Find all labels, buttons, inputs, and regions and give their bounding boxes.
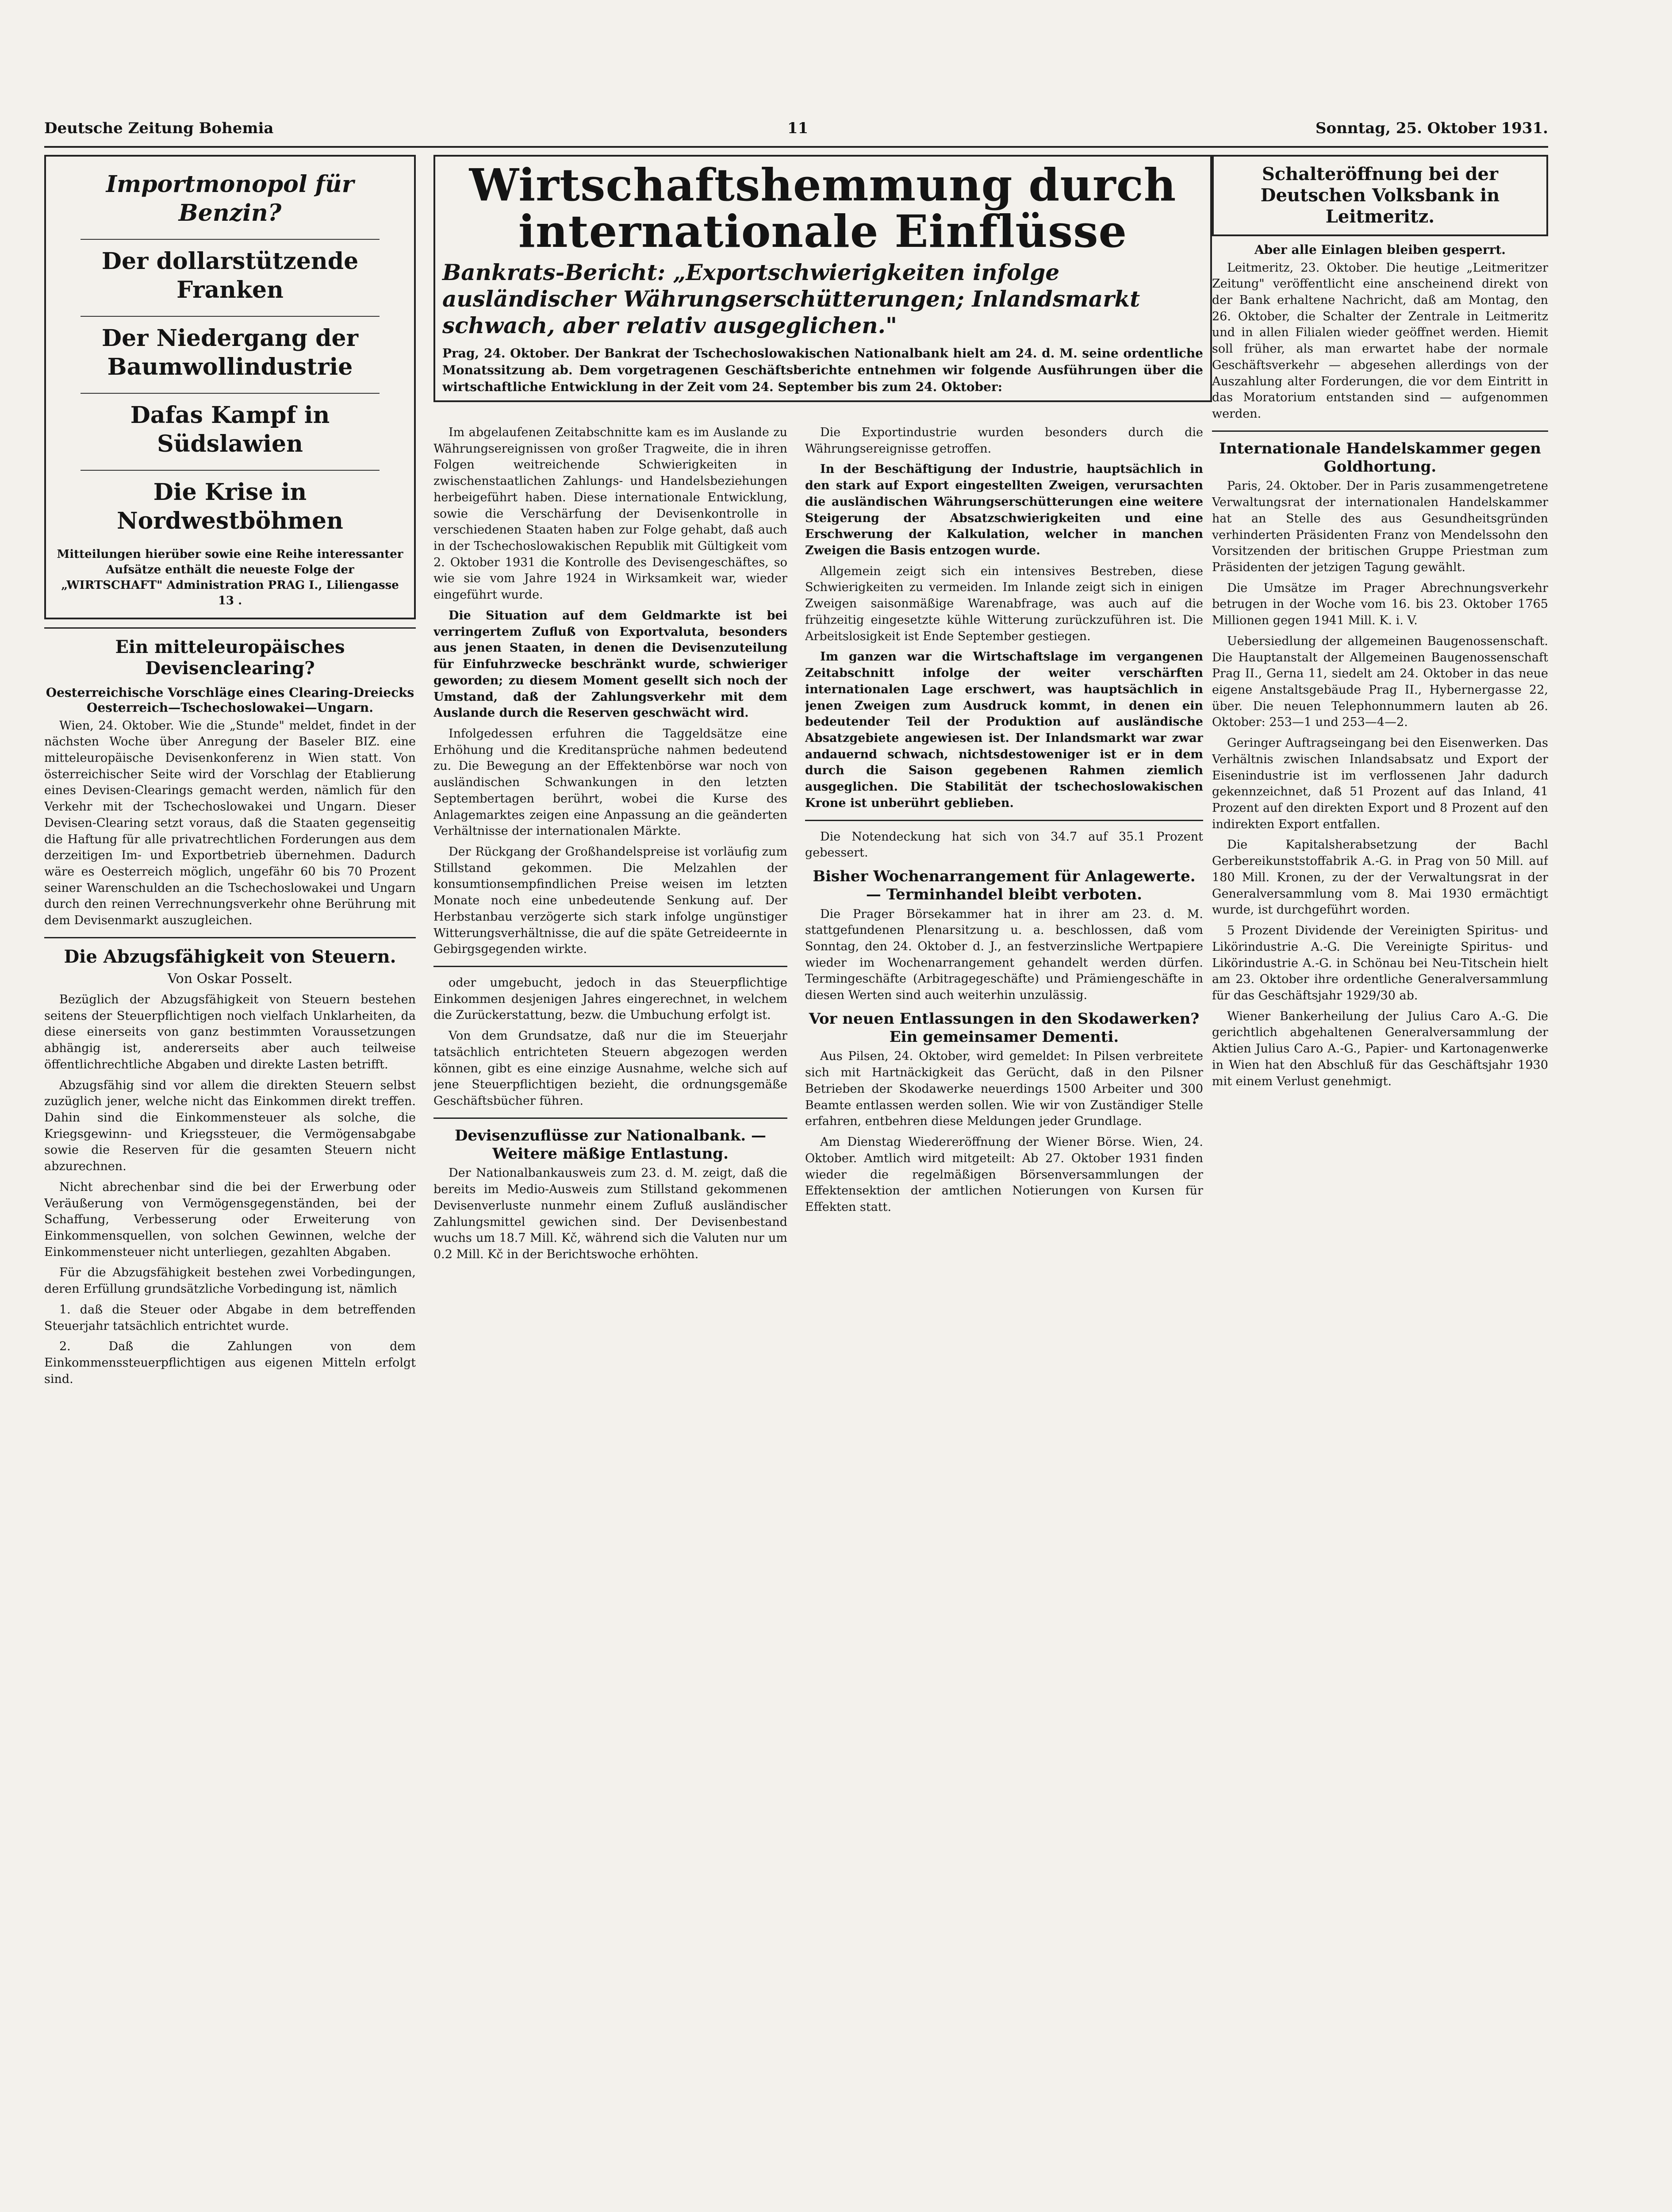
advertisement-box — [44, 155, 416, 619]
paragraph: Leitmeritz, 23. Oktober. Die heutige „Leitmeritzer Zeitung" veröffentlicht eine anscheinend direkt von der Bank erhaltene Nachricht, daß am Montag, den 26. Oktober, die Schalter der Zentrale in Leitmeritz und in allen Filialen wieder geöffnet werden. Hiemit soll früher, als man erwartet habe der normale Geschäftsverkehr — abgesehen allerdings von der Auszahlung alter Forderungen, die vor dem Eintritt in das Moratorium entstanden sind — aufgenommen werden. — [1212, 261, 1548, 421]
column-2 — [433, 425, 787, 2212]
running-header — [44, 115, 1548, 148]
paragraph: Der Rückgang der Großhandelspreise ist vorläufig zum Stillstand gekommen. Die Melzahlen der konsumtionsempfindlichen Preise weisen im letzten Monate noch eine unbedeutende Senkung auf. Der Herbstanbau verzögerte sich stark infolge ungünstiger Witterungsverhältnisse, die auf die späte Getreideernte in Gebirgsgegenden wirkte. — [433, 845, 787, 956]
column-3 — [805, 425, 1203, 2212]
paragraph: Abzugsfähig sind vor allem die direkten Steuern selbst zuzüglich jener, welche nicht das Einkommen direkt treffen. Dahin sind die Einkommensteuer als solche, die Kriegsgewinn- und Kriegssteuer, die Vermögensabgabe sowie die Reserven für die gesamten Steuern nicht abzurechnen. — [44, 1078, 416, 1174]
column-1 — [44, 155, 416, 2212]
paragraph: Die Prager Börsekammer hat in ihrer am 23. d. M. stattgefundenen Plenarsitzung u. a. beschlossen, daß vom Sonntag, den 24. Oktober d. J., an festverzinsliche Wertpapiere wieder im Wochenarrangement gehandelt werden dürfen. Termingeschäfte (Arbitragegeschäfte) und Prämiengeschäfte in diesen Werten sind auch weiterhin unzulässig. — [805, 907, 1203, 1002]
article-subtitle-leitmeritz: Aber alle Einlagen bleiben gesperrt. — [1254, 242, 1506, 257]
paragraph: Im ganzen war die Wirtschaftslage im vergangenen Zeitabschnitt infolge der weiter verschärften internationalen Lage erschwert, was hauptsächlich in jenen Zweigen zum Ausdruck kommt, in denen ein bedeutender Teil der Produktion auf ausländische Absatzgebiete angewiesen ist. Der Inlandsmarkt war zwar andauernd schwach, nichtsdestoweniger ist er in dem durch die Saison gegebenen Rahmen ziemlich ausgeglichen. Die Stabilität der tschechoslowakischen Krone ist unberührt geblieben. — [805, 650, 1203, 810]
paragraph: 5 Prozent Dividende der Vereinigten Spiritus- und Likörindustrie A.-G. Die Vereinigte Spiritus- und Likörindustrie A.-G. in Schönau bei Neu-Titschein hielt am 23. Oktober ihre ordentliche Generalversammlung für das Geschäftsjahr 1929/30 ab. — [1212, 924, 1548, 1002]
ad-headline-4: Dafas Kampf in Südslawien — [130, 402, 330, 457]
issue-date: Sonntag, 25. Oktober 1931. — [1315, 119, 1548, 137]
paragraph: Für die Abzugsfähigkeit bestehen zwei Vorbedingungen, deren Erfüllung grundsätzliche Vorbedingung ist, nämlich — [44, 1266, 416, 1296]
paragraph: Bezüglich der Abzugsfähigkeit von Steuern bestehen seitens der Steuerpflichtigen noch vielfach Unklarheiten, da diese einerseits von ganz bestimmten Voraussetzungen abhängig ist, andererseits aber auch teilweise öffentlichrechtliche Abgaben und direkte Lasten betrifft. — [44, 992, 416, 1071]
paragraph: Geringer Auftragseingang bei den Eisenwerken. Das Verhältnis zwischen Inlandsabsatz und Export der Eisenindustrie ist im verflossenen Jahr dadurch gekennzeichnet, daß 51 Prozent auf das Inland, 41 Prozent auf den direkten Export und 8 Prozent auf den indirekten Export entfallen. — [1212, 736, 1548, 831]
paragraph: In der Beschäftigung der Industrie, hauptsächlich in den stark auf Export eingestellten Zweigen, verursachten die ausländischen Währungserschütterungen eine weitere Steigerung der Absatzschwierigkeiten und eine Erschwerung der Kalkulation, welcher in manchen Zweigen die Basis entzogen wurde. — [805, 462, 1203, 558]
paragraph: Wien, 24. Oktober. Wie die „Stunde" meldet, findet in der nächsten Woche über Anregung der Baseler BIZ. eine mitteleuropäische Devisenkonferenz in Wien statt. Von österreichischer Seite wird der Vorschlag der Etablierung eines Devisen-Clearings gemacht werden, nämlich für den Verkehr mit der Tschechoslowakei und Ungarn. Dieser Devisen-Clearing setzt voraus, daß die Staaten gegenseitig die Haftung für alle privatrechtlichen Forderungen aus dem derzeitigen Im- und Exportbetrieb übernehmen. Dadurch wäre es Oesterreich möglich, ungefähr 60 bis 70 Prozent seiner Warenschulden an die Tschechoslowakei und Ungarn durch den reinen Verrechnungsverkehr ohne Berührung mit dem Devisenmarkt auszugleichen. — [44, 718, 416, 928]
paragraph: Die Kapitalsherabsetzung der Bachl Gerbereikunststoffabrik A.-G. in Prag von 50 Mill. auf 180 Mill. Kronen, zu der der Verwaltungsrat in der Generalversammlung vom 8. Mai 1930 ermächtigt wurde, ist durchgeführt worden. — [1212, 838, 1548, 917]
paragraph: Die Notendeckung hat sich von 34.7 auf 35.1 Prozent gebessert. — [805, 830, 1203, 860]
paragraph: Wiener Bankerheilung der Julius Caro A.-G. Die gerichtlich abgehaltenen Generalversammlung der Aktien Julius Caro A.-G., Papier- und Kartonagenwerke in Wien hat den Abschluß für das Geschäftsjahr 1930 mit einem Verlust genehmigt. — [1212, 1009, 1548, 1088]
paragraph: 2. Daß die Zahlungen von dem Einkommenssteuerpflichtigen aus eigenen Mitteln erfolgt sind. — [44, 1340, 416, 1386]
article-author: Von Oskar Posselt. — [167, 971, 293, 987]
ad-headline-1: Importmonopol für Benzin? — [106, 171, 354, 227]
ad-fine-print: Mitteilungen hierüber sowie eine Reihe interessanter Aufsätze enthält die neueste Folge der „WIRTSCHAFT" Administration PRAG I., Liliengasse 13 . — [57, 548, 403, 608]
leitmeritz-box — [1212, 155, 1548, 236]
main-headline-box — [433, 155, 1212, 402]
paragraph: Paris, 24. Oktober. Der in Paris zusammengetretene Verwaltungsrat der internationalen Handelskammer hat an Stelle des aus Gesundheitsgründen verhinderten Präsidenten Franz von Mendelssohn den Vorsitzenden der britischen Gruppe Priestman zum Präsidenten der jetzigen Tagung gewählt. — [1212, 479, 1548, 574]
article-title-steuern: Die Abzugsfähigkeit von Steuern. — [64, 946, 396, 967]
article-title-termin: Bisher Wochenarrangement für Anlagewerte. — Terminhandel bleibt verboten. — [813, 867, 1196, 903]
column-4 — [1212, 155, 1548, 2212]
paragraph: Die Umsätze im Prager Abrechnungsverkehr betrugen in der Woche vom 16. bis 23. Oktober 1765 Millionen gegen 1941 Mill. K. i. V. — [1212, 581, 1548, 628]
page-number: 11 — [787, 119, 809, 137]
ad-headline-2: Der dollarstützende Franken — [101, 248, 359, 303]
ad-headline-3: Der Niedergang der Baumwollindustrie — [101, 325, 359, 380]
paragraph: Aus Pilsen, 24. Oktober, wird gemeldet: In Pilsen verbreitete sich mit Hartnäckigkeit das Gerücht, daß in den Pilsner Betrieben der Skodawerke neuerdings 1500 Arbeiter und 300 Beamte entlassen werden sollen. Wie wir von Zuständiger Stelle erfahren, entbehren diese Meldungen jeder Grundlage. — [805, 1049, 1203, 1129]
paragraph: oder umgebucht, jedoch in das Steuerpflichtige Einkommen desjenigen Jahres eingerechnet, in welchem die Zurückerstattung, bezw. die Umbuchung erfolgt ist. — [433, 976, 787, 1022]
paragraph: Allgemein zeigt sich ein intensives Bestreben, diese Schwierigkeiten zu vermeiden. Im Inlande zeigt sich in einigen Zweigen saisonmäßige Warenabfrage, was auch auf die frühzeitig eingesetzte kühle Witterung zurückzuführen ist. Die Arbeitslosigkeit ist Ende September gestiegen. — [805, 564, 1203, 643]
article-title-clearing: Ein mitteleuropäisches Devisenclearing? — [115, 637, 345, 679]
article-subtitle-clearing: Oesterreichische Vorschläge eines Clearing-Dreiecks Oesterreich—Tschechoslowakei—Ungarn. — [46, 685, 414, 715]
article-title-leitmeritz: Schalteröffnung bei der Deutschen Volksbank in Leitmeritz. — [1260, 164, 1500, 227]
article-title-handelskammer: Internationale Handelskammer gegen Goldhortung. — [1219, 439, 1541, 476]
paragraph: Die Situation auf dem Geldmarkte ist bei verringertem Zufluß von Exportvaluta, besonders aus jenen Staaten, in denen die Devisenzuteilung für Einfuhrzwecke beschränkt wurde, schwieriger geworden; zu diesem Moment gesellt sich noch der Umstand, daß der Zahlungsverkehr mit dem Auslande durch die Reserven geschwächt wird. — [433, 608, 787, 720]
paragraph: Uebersiedlung der allgemeinen Baugenossenschaft. Die Hauptanstalt der Allgemeinen Baugenossenschaft Prag II., Gerna 11, siedelt am 24. Oktober in das neue eigene Anstaltsgebäude Prag II., Hybernergasse 22, über. Die neuen Telephonnummern lauten ab 26. Oktober: 253—1 und 253—4—2. — [1212, 634, 1548, 730]
newspaper-page — [44, 106, 1548, 2212]
article-title-devisen: Devisenzuflüsse zur Nationalbank. — Weitere mäßige Entlastung. — [454, 1126, 767, 1163]
paragraph: Am Dienstag Wiedereröffnung der Wiener Börse. Wien, 24. Oktober. Amtlich wird mitgeteilt: Ab 27. Oktober 1931 finden wieder die regelmäßigen Börsenversammlungen der Effektensektion der amtlichen Notierungen von Kursen für Effekten statt. — [805, 1135, 1203, 1214]
paragraph: Infolgedessen erfuhren die Taggeldsätze eine Erhöhung und die Kreditansprüche nahmen bedeutend zu. Die Bewegung an der Effektenbörse war noch von ausländischen Schwankungen in den letzten Septembertagen berührt, wobei die Kurse des Anlagemarktes zeigen eine Anpassung an die geänderten Verhältnisse der internationalen Märkte. — [433, 726, 787, 838]
main-lead: Prag, 24. Oktober. Der Bankrat der Tschechoslowakischen Nationalbank hielt am 24. d. M. seine ordentliche Monatssitzung ab. Dem vorgetragenen Geschäftsberichte entnehmen wir folgende Ausführungen über die wirtschaftliche Entwicklung in der Zeit vom 24. September bis zum 24. Oktober: — [442, 346, 1203, 394]
ad-headline-5: Die Krise in Nordwestböhmen — [117, 479, 343, 534]
main-headline: Wirtschaftshemmung durch internationale Einflüsse — [469, 159, 1177, 257]
paragraph: Von dem Grundsatze, daß nur die im Steuerjahr tatsächlich entrichteten Steuern abgezogen werden können, gibt es eine einzige Ausnahme, welche sich auf jene Steuerpflichtigen bezieht, die ordnungsgemäße Geschäftsbücher führen. — [433, 1029, 787, 1108]
paragraph: Nicht abrechenbar sind die bei der Erwerbung oder Veräußerung von Vermögensgegenständen, bei der Schaffung, Verbesserung oder Erweiterung von Einkommensquellen, von solchen Gewinnen, welche der Einkommensteuer nicht unterliegen, gezahlten Abgaben. — [44, 1180, 416, 1259]
paper-name: Deutsche Zeitung Bohemia — [44, 119, 274, 137]
main-subheadline: Bankrats-Bericht: „Exportschwierigkeiten infolge ausländischer Währungserschütterungen; Inlandsmarkt schwach, aber relativ ausgeglichen." — [442, 259, 1140, 338]
paragraph: 1. daß die Steuer oder Abgabe in dem betreffenden Steuerjahr tatsächlich entrichtet wurde. — [44, 1302, 416, 1333]
paragraph: Im abgelaufenen Zeitabschnitte kam es im Auslande zu Währungsereignissen von großer Tragweite, die in ihren Folgen weitreichende Schwierigkeiten in zwischenstaatlichen Zahlungs- und Handelsbeziehungen herbeigeführt haben. Diese internationale Entwicklung, sowie die Verschärfung der Devisenkontrolle in verschiedenen Staaten haben zur Folge gehabt, daß auch in der Tschechoslowakischen Republik mit Gültigkeit vom 2. Oktober 1931 die Kontrolle des Devisengeschäftes, so wie sie vom Jahre 1924 in Wirksamkeit war, wieder eingeführt wurde. — [433, 426, 787, 602]
paragraph: Der Nationalbankausweis zum 23. d. M. zeigt, daß die bereits im Medio-Ausweis zum Stillstand gekommenen Devisenverluste nunmehr einem Zufluß ausländischer Zahlungsmittel gewichen sind. Der Devisenbestand wuchs um 18.7 Mill. Kč, während sich die Valuten nur um 0.2 Mill. Kč in der Berichtswoche erhöhten. — [433, 1166, 787, 1261]
article-title-skoda: Vor neuen Entlassungen in den Skodawerken? Ein gemeinsamer Dementi. — [809, 1010, 1200, 1046]
paragraph: Die Exportindustrie wurden besonders durch die Währungsereignisse getroffen. — [805, 426, 1203, 456]
